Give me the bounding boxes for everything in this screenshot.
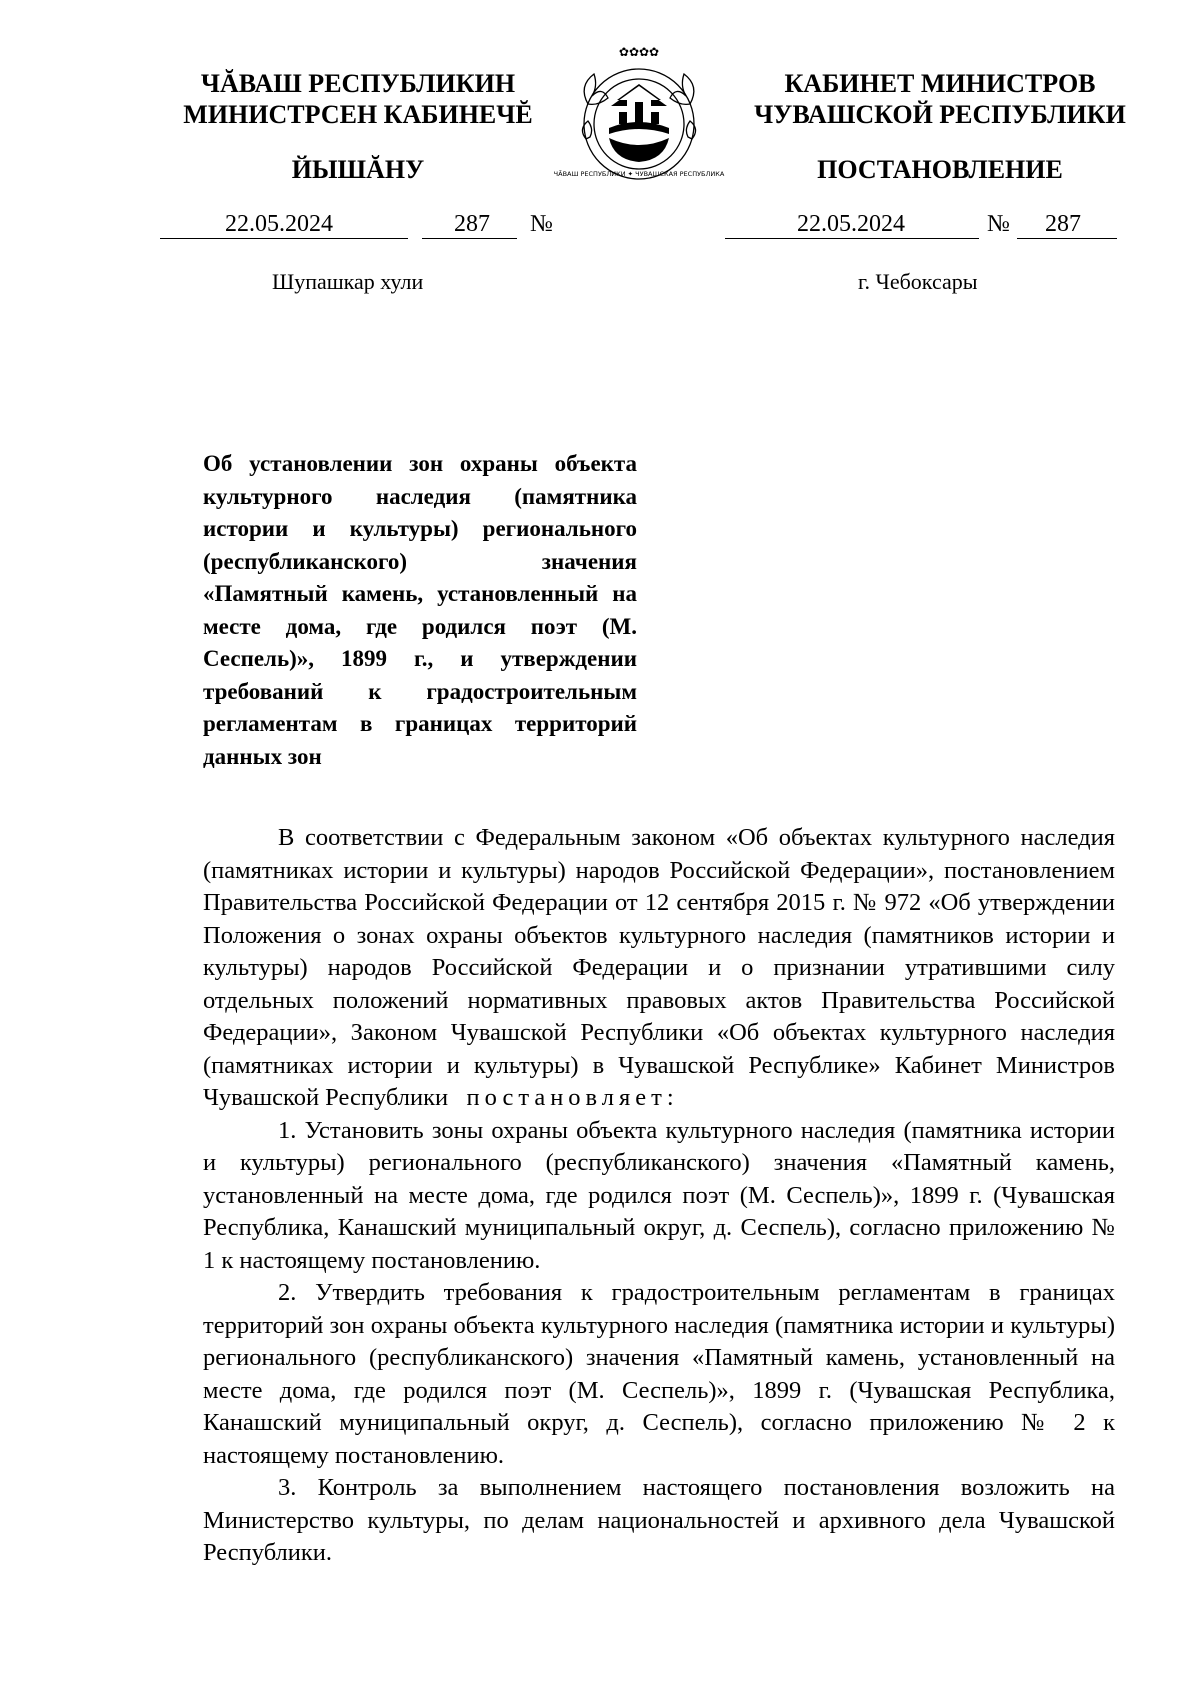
right-number-underline xyxy=(1017,238,1117,239)
preamble-paragraph xyxy=(203,822,1115,1115)
right-city: г. Чебоксары xyxy=(858,269,978,294)
header-left-line2: МИНИСТРСЕН КАБИНЕЧĔ xyxy=(183,100,533,129)
coat-of-arms-icon xyxy=(553,44,725,184)
header-right-line1: КАБИНЕТ МИНИСТРОВ xyxy=(784,69,1096,98)
right-date-number-line xyxy=(725,210,1125,240)
emblem-ring-text: ЧĂВАШ РЕСПУБЛИКИ ✦ ЧУВАШСКАЯ РЕСПУБЛИКА xyxy=(553,170,725,178)
document-subject: Об установлении зон охраны объекта культурного наследия (памятника истории и культуры) регионального (республиканского) значения «Памятный камень, установленный на месте дома, где родился поэт (М. Сеспель)», 1899 г., и утверждении требований к градостроительным регламентам в границах территорий данных зон xyxy=(203,451,637,769)
right-date-underline xyxy=(725,238,979,239)
header-right xyxy=(720,68,1160,185)
left-city: Шупашкар хули xyxy=(272,269,424,294)
header-right-doc-type: ПОСТАНОВЛЕНИЕ xyxy=(817,155,1063,184)
header-right-line2: ЧУВАШСКОЙ РЕСПУБЛИКИ xyxy=(754,100,1126,129)
preamble-text: В соответствии с Федеральным законом «Об объектах культурного наследия (памятниках истории и культуры) народов Российской Федерации», постановлением Правительства Российской Федерации от 12 сентября 2015 г. № 972 «Об утверждении Положения о зонах охраны объектов культурного наследия (памятников истории и культуры) народов Российской Федерации и о признании утратившими силу отдельных положений нормативных правовых актов Правительства Российской Федерации», Законом Чувашской Республики «Об объектах культурного наследия (памятниках истории и культуры) в Чувашской Республике» Кабинет Министров Чувашской Республики xyxy=(203,824,1115,1111)
item-paragraph-2: 2. Утвердить требования к градостроительным регламентам в границах территорий зон охраны объекта культурного наследия (памятника истории и культуры) регионального (республиканского) значения «Памятный камень, установленный на месте дома, где родился поэт (М. Сеспель)», 1899 г. (Чувашская Республика, Канашский муниципальный округ, д. Сеспель), согласно приложению № 2 к настоящему постановлению. xyxy=(203,1279,1115,1469)
left-number-underline xyxy=(422,238,517,239)
item-paragraph-1: 1. Установить зоны охраны объекта культурного наследия (памятника истории и культуры) регионального (республиканского) значения «Памятный камень, установленный на месте дома, где родился поэт (М. Сеспель)», 1899 г. (Чувашская Республика, Канашский муниципальный округ, д. Сеспель), согласно приложению № 1 к настоящему постановлению. xyxy=(203,1116,1115,1274)
left-date: 22.05.2024 xyxy=(225,211,333,237)
header-left-line1: ЧĂВАШ РЕСПУБЛИКИН xyxy=(200,69,516,98)
right-date: 22.05.2024 xyxy=(797,211,905,237)
right-number: 287 xyxy=(1045,211,1081,237)
header-left xyxy=(160,68,556,185)
left-date-underline xyxy=(160,238,408,239)
item-paragraph-3: 3. Контроль за выполнением настоящего постановления возложить на Министерство культуры, по делам национальностей и архивного дела Чувашской Республики. xyxy=(203,1474,1115,1566)
header-left-doc-type: ЙЫШĂНУ xyxy=(291,155,425,184)
svg-text:✿✿✿✿: ✿✿✿✿ xyxy=(618,45,660,59)
left-number: 287 xyxy=(454,211,490,237)
left-number-sign: № xyxy=(530,211,553,237)
decree-word: постановляет: xyxy=(466,1084,679,1111)
right-number-sign: № xyxy=(987,211,1010,237)
document-body xyxy=(203,822,1115,1570)
left-date-number-line xyxy=(160,210,556,240)
